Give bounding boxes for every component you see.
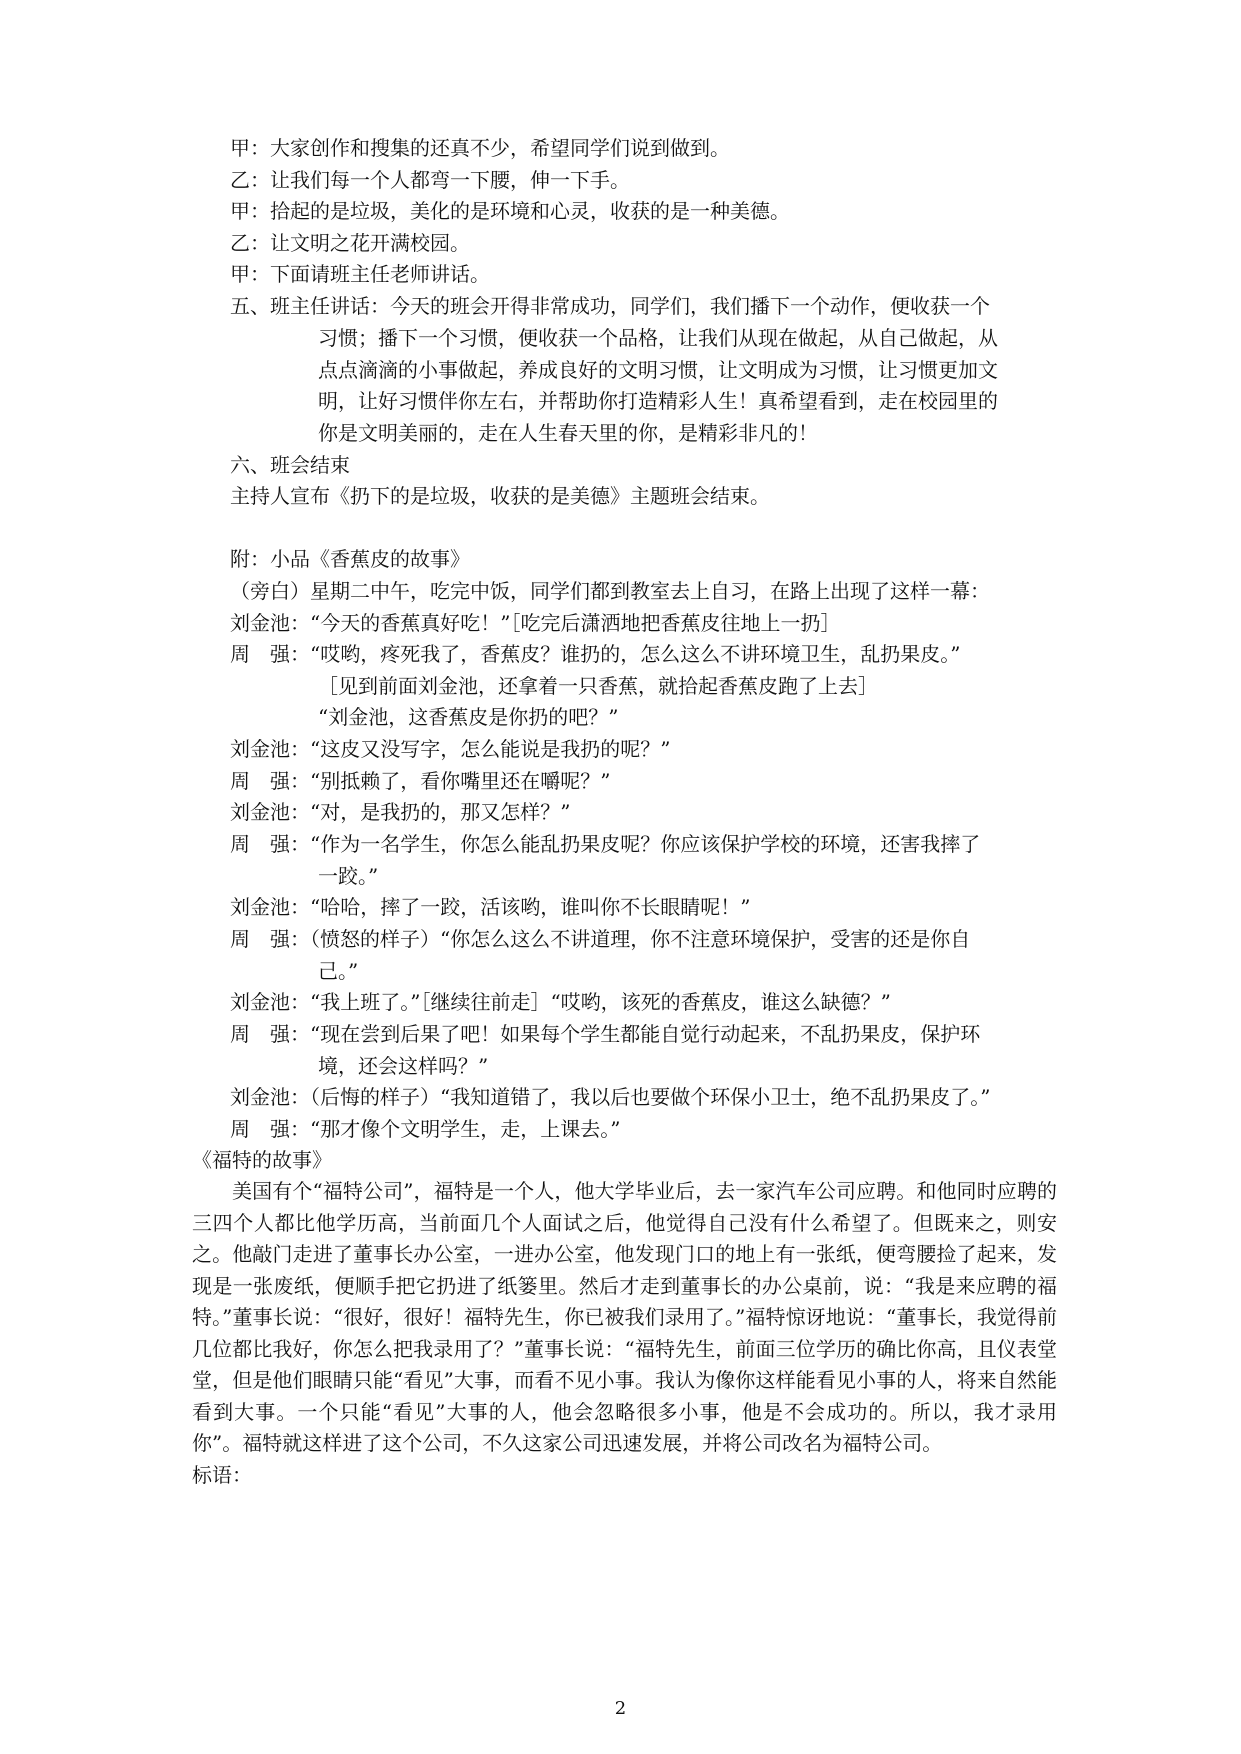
dialogue-line: 刘金池：“这皮又没写字，怎么能说是我扔的呢？” [230,737,671,761]
dialogue-line: 周 强：“哎哟，疼死我了，香蕉皮？谁扔的，怎么这么不讲环境卫生，乱扔果皮。” [230,642,961,666]
text-line: 明，让好习惯伴你左右，并帮助你打造精彩人生！真希望看到，走在校园里的 [318,389,998,413]
dialogue-line: 刘金池：（后悔的样子）“我知道错了，我以后也要做个环保小卫士，绝不乱扔果皮了。” [230,1085,991,1109]
dialogue-line: 周 强：“作为一名学生，你怎么能乱扔果皮呢？你应该保护学校的环境，还害我摔了 [230,832,981,856]
dialogue-line: 刘金池：“对，是我扔的，那又怎样？” [230,800,571,824]
text-line: 主持人宣布《扔下的是垃圾，收获的是美德》主题班会结束。 [230,484,770,508]
text-line: 甲：下面请班主任老师讲话。 [230,262,490,286]
text-line: 乙：让文明之花开满校园。 [230,231,470,255]
story-title: 《福特的故事》 [192,1148,332,1172]
dialogue-line: 一跤。” [318,864,379,888]
section-heading: 六、班会结束 [230,453,350,477]
dialogue-line: “刘金池，这香蕉皮是你扔的吧？” [318,705,619,729]
dialogue-line: 己。” [318,959,359,983]
dialogue-line: 周 强：（愤怒的样子）“你怎么这么不讲道理，你不注意环境保护，受害的还是你自 [230,927,971,951]
skit-title: 附：小品《香蕉皮的故事》 [230,547,470,571]
dialogue-line: 刘金池：“今天的香蕉真好吃！”［吃完后潇洒地把香蕉皮往地上一扔］ [230,611,841,635]
dialogue-line: 周 强：“那才像个文明学生，走，上课去。” [230,1117,621,1141]
text-line: 五、班主任讲话：今天的班会开得非常成功，同学们，我们播下一个动作，便收获一个 [230,294,990,318]
dialogue-line: 境，还会这样吗？” [318,1054,489,1078]
dialogue-line: ［见到前面刘金池，还拿着一只香蕉，就拾起香蕉皮跑了上去］ [318,674,878,698]
dialogue-line: 刘金池：“哈哈，摔了一跤，活该哟，谁叫你不长眼睛呢！” [230,895,751,919]
dialogue-line: 刘金池：“我上班了。”［继续往前走］“哎哟，该死的香蕉皮，谁这么缺德？” [230,990,891,1014]
story-paragraph: 美国有个“福特公司”，福特是一个人，他大学毕业后，去一家汽车公司应聘。和他同时应聘的三四个人都比他学历高，当前面几个人面试之后，他觉得自己没有什么希望了。但既来之，则安之。他敲门走进了董事长办公室，一进办公室，他发现门口的地上有一张纸，便弯腰捡了起来，发现是一张废纸，便顺手把它扔进了纸篓里。然后才走到董事长的办公桌前，说：“我是来应聘的福特。”董事长说：“很好，很好！福特先生，你已被我们录用了。”福特惊讶地说：“董事长，我觉得前几位都比我好，你怎么把我录用了？”董事长说：“福特先生，前面三位学历的确比你高，且仪表堂堂，但是他们眼睛只能“看见”大事，而看不见小事。我认为像你这样能看见小事的人，将来自然能看到大事。一个只能“看见”大事的人，他会忽略很多小事，他是不会成功的。所以，我才录用你”。福特就这样进了这个公司，不久这家公司迅速发展，并将公司改名为福特公司。 [192,1179,1057,1455]
dialogue-line: 周 强：“现在尝到后果了吧！如果每个学生都能自觉行动起来，不乱扔果皮，保护环 [230,1022,981,1046]
text-line: （旁白）星期二中午，吃完中饭，同学们都到教室去上自习，在路上出现了这样一幕： [230,579,990,603]
dialogue-line: 周 强：“别抵赖了，看你嘴里还在嚼呢？” [230,769,611,793]
text-line: 习惯；播下一个习惯，便收获一个品格，让我们从现在做起，从自己做起，从 [318,326,998,350]
text-line: 点点滴滴的小事做起，养成良好的文明习惯，让文明成为习惯，让习惯更加文 [318,358,998,382]
page-number: 2 [614,1698,627,1719]
text-line: 你是文明美丽的，走在人生春天里的你，是精彩非凡的！ [318,421,818,445]
slogan-label: 标语： [192,1463,252,1487]
text-line: 甲：大家创作和搜集的还真不少，希望同学们说到做到。 [230,136,730,160]
text-line: 甲：拾起的是垃圾，美化的是环境和心灵，收获的是一种美德。 [230,199,790,223]
text-line: 乙：让我们每一个人都弯一下腰，伸一下手。 [230,168,630,192]
